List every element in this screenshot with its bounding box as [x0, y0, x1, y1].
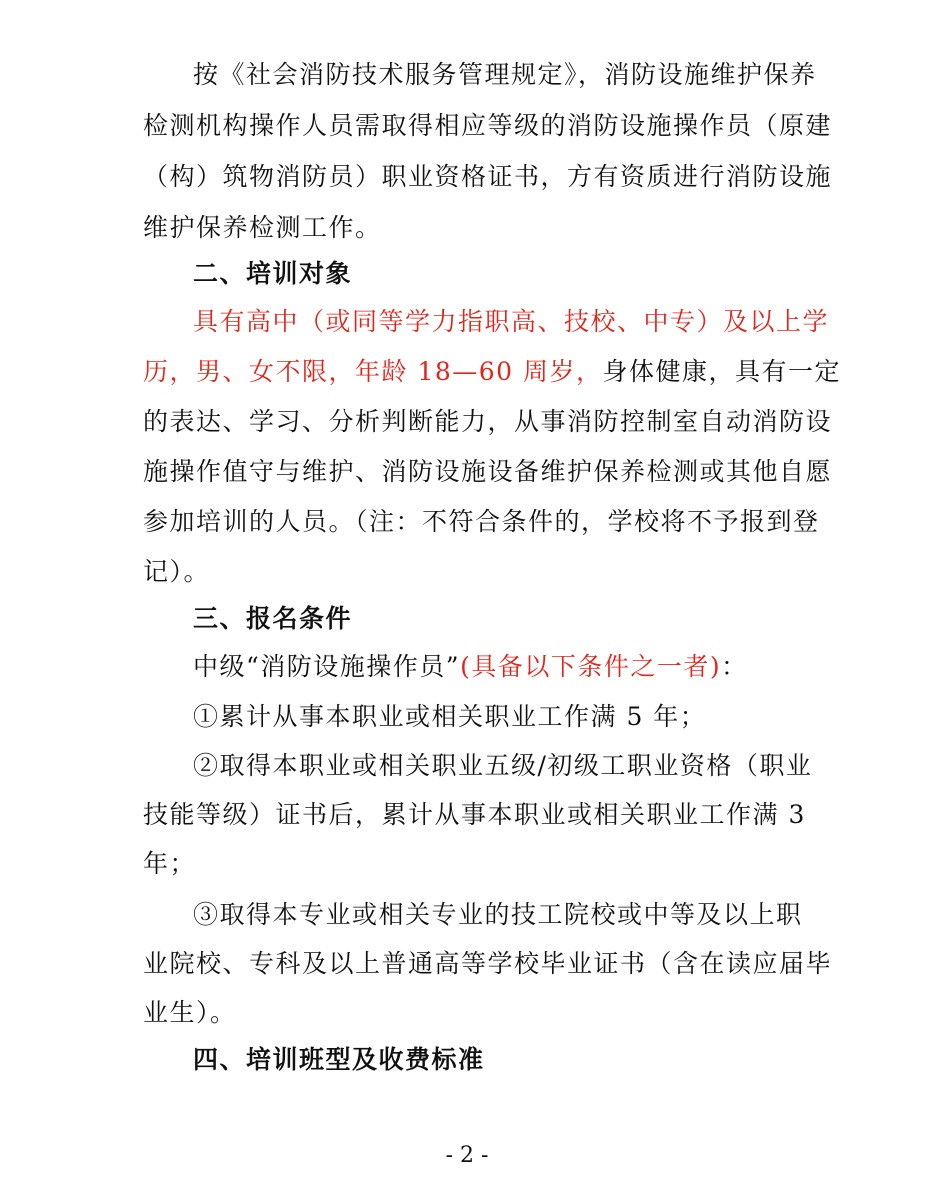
- section3-item3-line2: 业院校、专科及以上普通高等学校毕业证书（含在读应届毕: [143, 949, 833, 978]
- para1-line2: 检测机构操作人员需取得相应等级的消防设施操作员（原建: [143, 111, 833, 140]
- para1-line4: 维护保养检测工作。: [143, 213, 382, 242]
- para1-line3: （构）筑物消防员）职业资格证书，方有资质进行消防设施: [143, 162, 833, 191]
- section2-heading: 二、培训对象: [193, 259, 353, 288]
- section2-line6: 记）。: [143, 557, 211, 586]
- section4-heading: 四、培训班型及收费标准: [193, 1045, 485, 1074]
- section3-item2-line1: ②取得本职业或相关职业五级/初级工职业资格（职业: [193, 751, 813, 780]
- section2-line2: [143, 353, 842, 391]
- section3-subheading: [193, 648, 853, 686]
- section3-subheading-tail: ：: [721, 652, 748, 681]
- section3-item2-line2: 技能等级）证书后，累计从事本职业或相关职业工作满 3: [143, 800, 806, 829]
- section2-line2-red: 历，男、女不限，年龄 18—60 周岁，: [143, 357, 603, 386]
- section2-line3: 的表达、学习、分析判断能力，从事消防控制室自动消防设: [143, 407, 833, 436]
- page-number: - 2 -: [445, 1143, 489, 1168]
- section3-subheading-black: 中级“消防设施操作员”: [193, 652, 461, 681]
- section2-line4: 施操作值守与维护、消防设施设备维护保养检测或其他自愿: [143, 457, 833, 486]
- section3-subheading-red: (具备以下条件之一者): [460, 652, 722, 681]
- section3-item1: ①累计从事本职业或相关职业工作满 5 年；: [193, 702, 707, 731]
- section2-line2-black: 身体健康，具有一定: [602, 357, 842, 386]
- section3-item2-line3: 年；: [143, 849, 197, 878]
- section2-line1: 具有高中（或同等学力指职高、技校、中专）及以上学: [193, 307, 830, 336]
- section3-heading: 三、报名条件: [193, 604, 353, 633]
- section2-line5: 参加培训的人员。（注：不符合条件的，学校将不予报到登: [143, 507, 820, 536]
- section3-item3-line1: ③取得本专业或相关专业的技工院校或中等及以上职: [193, 900, 803, 929]
- section3-item3-line3: 业生）。: [143, 998, 237, 1027]
- para1-line1: 按《社会消防技术服务管理规定》，消防设施维护保养: [193, 60, 817, 89]
